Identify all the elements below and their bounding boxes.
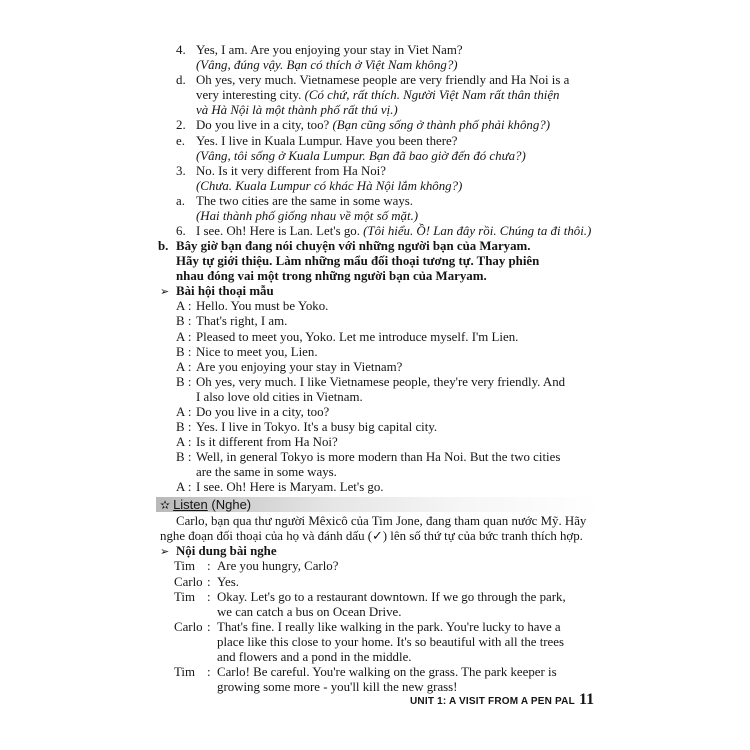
dialog-number: 6.: [176, 223, 186, 238]
speaker-label: A :: [176, 299, 192, 314]
listen-heading: [160, 497, 251, 513]
listen-label: Listen: [173, 497, 208, 513]
dialog-number: a.: [176, 193, 185, 208]
listen-line-cont: and flowers and a pond in the middle.: [217, 649, 412, 664]
speaker: Carlo: [174, 619, 203, 634]
dialog-line-en: Do you live in a city, too?: [196, 118, 330, 133]
dialog-line-vi: và Hà Nội là một thành phố rất thú vị.): [196, 103, 398, 118]
dialog-number: 2.: [176, 118, 186, 133]
dialog-line-en-part: very interesting city.: [196, 88, 302, 103]
speaker-label: [174, 590, 195, 605]
dialog-line-vi: (Chưa. Kuala Lumpur có khác Hà Nội lắm không?): [196, 178, 463, 193]
sample-line: Is it different from Ha Noi?: [196, 435, 338, 449]
dialog-number: 3.: [176, 163, 186, 178]
sample-line-cont: are the same in some ways.: [196, 465, 337, 480]
speaker: B: [176, 374, 185, 389]
arrowhead-bullet-icon: ➢: [160, 545, 170, 559]
speaker-label: [174, 559, 195, 574]
listen-line-cont: we can catch a bus on Ocean Drive.: [217, 604, 402, 619]
speaker-label: [174, 575, 203, 590]
speaker-colon: :: [207, 664, 211, 679]
speaker: A: [176, 359, 185, 374]
listen-line-cont: growing some more - you'll kill the new grass!: [217, 680, 458, 694]
speaker: B: [176, 419, 185, 434]
sample-line: Pleased to meet you, Yoko. Let me introduce myself. I'm Lien.: [196, 329, 519, 344]
sample-line: Oh yes, very much. I like Vietnamese people, they're very friendly. And: [196, 374, 566, 389]
speaker-label: A :: [176, 359, 192, 374]
speaker: A: [176, 299, 185, 314]
page-number: 11: [579, 691, 595, 708]
speaker-label: [174, 665, 195, 680]
sample-line: Yes. I live in Tokyo. It's a busy big capital city.: [196, 419, 438, 434]
listen-line: That's fine. I really like walking in the park. You're lucky to have a: [217, 619, 561, 634]
dialog-line-vi: (Bạn cũng sống ở thành phố phải không?): [332, 118, 550, 133]
speaker-colon: :: [207, 619, 211, 634]
speaker: Tim: [174, 589, 196, 604]
dialog-line: [196, 118, 550, 133]
sample-line: That's right, I am.: [196, 314, 288, 329]
speaker-label: B :: [176, 314, 192, 329]
listen-line: Carlo! Be careful. You're walking on the grass. The park keeper is: [217, 664, 557, 679]
instruction-line: nhau đóng vai một trong những người bạn của Maryam.: [176, 269, 487, 284]
section-marker: b.: [158, 239, 169, 253]
sample-line: Do you live in a city, too?: [196, 404, 330, 419]
dialog-line-en: Yes. I live in Kuala Lumpur. Have you been there?: [196, 133, 458, 148]
sample-heading-text: Bài hội thoại mẫu: [176, 284, 274, 299]
speaker-label: A :: [176, 329, 192, 344]
speaker: B: [176, 344, 185, 359]
listen-intro: nghe đoạn đối thoại của họ và đánh dấu (✓) lên số thứ tự của bức tranh thích hợp.: [160, 529, 583, 544]
sample-line-cont: I also love old cities in Vietnam.: [196, 389, 363, 404]
dialog-line-en: I see. Oh! Here is Lan. Let's go.: [196, 223, 360, 238]
speaker-colon: :: [207, 574, 211, 589]
speaker: A: [176, 435, 185, 449]
speaker-label: [174, 620, 203, 635]
dialog-line-vi: (Tôi hiểu. Ồ! Lan đây rồi. Chúng ta đi thôi.): [363, 223, 592, 238]
speaker: Carlo: [174, 574, 203, 589]
dialog-line: [196, 224, 591, 239]
speaker: Tim: [174, 559, 196, 574]
dialog-number: e.: [176, 133, 185, 148]
listen-line-cont: place like this close to your home. It's so beautiful with all the trees: [217, 634, 564, 649]
speaker-label: B :: [176, 419, 192, 434]
instruction-line: Bây giờ bạn đang nói chuyện với những người bạn của Maryam.: [176, 239, 531, 253]
dialog-line-en: Yes, I am. Are you enjoying your stay in Viet Nam?: [196, 43, 463, 57]
arrowhead-bullet-icon: ➢: [160, 285, 170, 299]
listen-line: Okay. Let's go to a restaurant downtown. If we go through the park,: [217, 589, 566, 604]
speaker-label: A :: [176, 435, 192, 449]
dialog-number: 4.: [176, 43, 186, 57]
listen-line: Are you hungry, Carlo?: [217, 559, 339, 574]
sample-line: Are you enjoying your stay in Vietnam?: [196, 359, 403, 374]
sample-line: Hello. You must be Yoko.: [196, 299, 329, 314]
listen-line: Yes.: [217, 574, 239, 589]
speaker-label: B :: [176, 450, 192, 465]
dialog-line-en: Oh yes, very much. Vietnamese people are very friendly and Ha Noi is a: [196, 73, 570, 88]
dialog-line-en: [196, 88, 560, 103]
sample-line: Nice to meet you, Lien.: [196, 344, 318, 359]
listen-heading-content: [160, 544, 277, 559]
speaker: B: [176, 450, 185, 465]
dialog-line-vi: (Vâng, đúng vậy. Bạn có thích ở Việt Nam không?): [196, 58, 458, 73]
dialog-line-vi: (Vâng, tôi sống ở Kuala Lumpur. Bạn đã bao giờ đến đó chưa?): [196, 148, 526, 163]
speaker: Tim: [174, 664, 196, 679]
instruction-line: Hãy tự giới thiệu. Làm những mẩu đối thoại tương tự. Thay phiên: [176, 254, 540, 269]
listen-heading-text: Nội dung bài nghe: [176, 544, 277, 559]
speaker: A: [176, 480, 185, 495]
sample-line: I see. Oh! Here is Maryam. Let's go.: [196, 480, 384, 495]
dialog-line-en: No. Is it very different from Ha Noi?: [196, 163, 386, 178]
speaker: A: [176, 404, 185, 419]
speaker-label: B :: [176, 374, 192, 389]
listen-intro: Carlo, bạn qua thư người Mêxicô của Tim Jone, đang tham quan nước Mỹ. Hãy: [176, 514, 587, 529]
speaker: B: [176, 314, 185, 329]
speaker-label: B :: [176, 344, 192, 359]
dialog-line-en: The two cities are the same in some ways.: [196, 193, 414, 208]
dialog-line-vi: (Hai thành phố giống nhau về một số mặt.): [196, 208, 419, 223]
speaker: A: [176, 329, 185, 344]
page-footer-unit: UNIT 1: A VISIT FROM A PEN PAL: [410, 696, 575, 707]
dialog-line-vi: (Có chứ, rất thích. Người Việt Nam rất thân thiện: [304, 88, 560, 103]
speaker-colon: :: [207, 589, 211, 604]
dialog-number: d.: [176, 73, 186, 88]
listen-label-vi: (Nghe): [211, 497, 252, 513]
speaker-label: A :: [176, 480, 192, 495]
speaker-colon: :: [207, 559, 211, 574]
sample-heading: [160, 284, 274, 299]
star-icon: ✫: [160, 498, 171, 513]
sample-line: Well, in general Tokyo is more modern than Ha Noi. But the two cities: [196, 450, 561, 465]
speaker-label: A :: [176, 404, 192, 419]
